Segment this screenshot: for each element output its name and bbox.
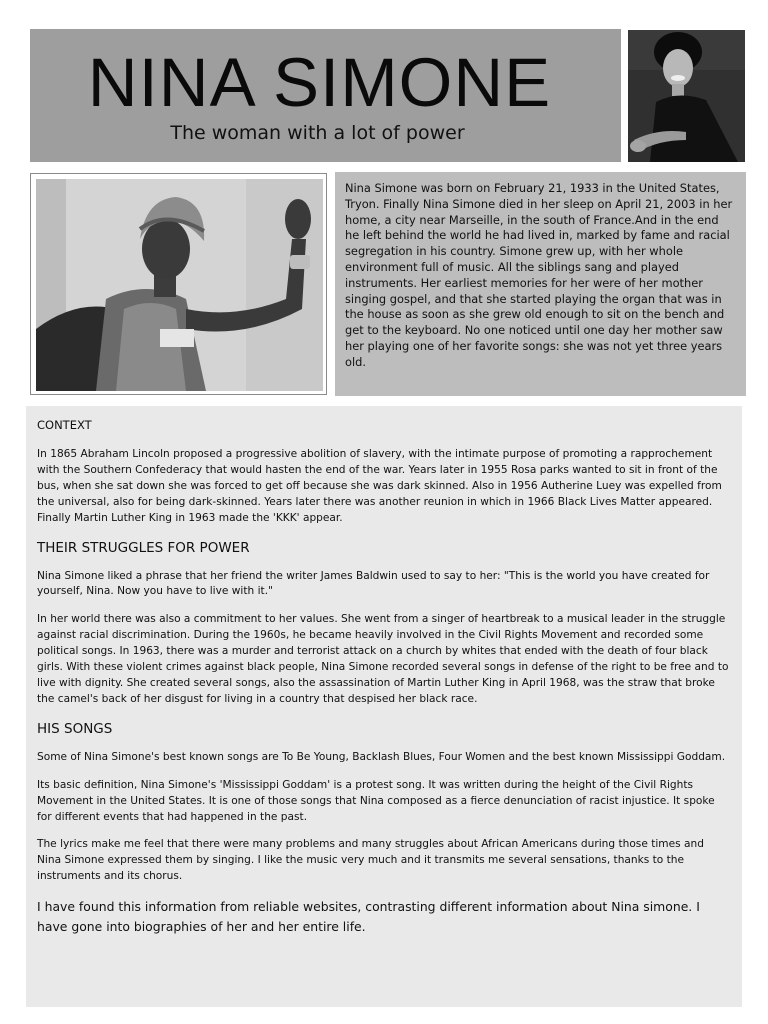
- struggles-paragraph-1: Nina Simone liked a phrase that her friend the writer James Baldwin used to say to her: "This is the world you have created for yourself, Nina. Now you have to live with it.": [37, 569, 710, 598]
- portrait-photo-drawing: [628, 30, 745, 162]
- biography-text: Nina Simone was born on February 21, 1933 in the United States, Tryon. Finally Nina Simone died in her sleep on April 21, 2003 in her home, a city near Marseille, in the south of France.And in the end he left behind the world he had lived in, marked by fame and racial segregation in his country. Simone grew up, with her whole environment full of music. All the siblings sang and played instruments. Her earliest memories for her were of her mother singing gospel, and that she started playing the organ that was in the house as soon as she grew old enough to sit on the bench and get to the keyboard. No one noticed until one day her mother saw her playing one of her favorite songs: she was not yet three years old.: [345, 181, 733, 369]
- main-photo-drawing: [36, 179, 323, 391]
- songs-heading: HIS SONGS: [37, 720, 113, 737]
- struggles-paragraph-2: In her world there was also a commitment to her values. She went from a singer of heartbreak to a musical leader in the struggle against racial discrimination. During the 1960s, he became heavily involved in the Civil Rights Movement and recorded some political songs. In 1963, there was a murder and terrorist attack on a church by whites that ended with the death of four black girls. With these violent crimes against black people, Nina Simone recorded several songs in defense of the right to be free and to live with dignity. She created several songs, also the assassination of Martin Luther King in April 1968, was the straw that broke the camel's back of her disgust for living in a country that despised her black race.: [37, 613, 729, 705]
- portrait-photo: [628, 30, 745, 162]
- struggles-heading: THEIR STRUGGLES FOR POWER: [37, 539, 250, 556]
- songs-paragraph-3: The lyrics make me feel that there were many problems and many struggles about African Americans during those times and Nina Simone expressed them by singing. I like the music very much and it transmits me several sensations, thanks to the instruments and its chorus.: [37, 838, 704, 883]
- biography-box: [335, 172, 746, 396]
- context-heading: CONTEXT: [37, 418, 92, 432]
- songs-paragraph-2: Its basic definition, Nina Simone's 'Mississippi Goddam' is a protest song. It was written during the height of the Civil Rights Movement in the United States. It is one of those songs that Nina composed as a fierce denunciation of racist injustice. It spoke for different events that had happened in the past.: [37, 778, 715, 823]
- songs-paragraph-1: Some of Nina Simone's best known songs are To Be Young, Backlash Blues, Four Women and the best known Mississippi Goddam.: [37, 750, 726, 763]
- main-photo: [36, 179, 323, 391]
- page-title: NINA SIMONE: [87, 44, 552, 121]
- context-paragraph: In 1865 Abraham Lincoln proposed a progressive abolition of slavery, with the intimate purpose of promoting a rapprochement with the Southern Confederacy that would hasten the end of the war. Years later in 1955 Rosa parks wanted to sit in front of the bus, when she sat down she was forced to get off because she was dark skinned. Also in 1956 Autherine Luey was expelled from the universal, also for being dark-skinned. Years later there was another reunion in which in 1966 Black Lives Matter appeared. Finally Martin Luther King in 1963 made the 'KKK' appear.: [37, 448, 722, 524]
- content-section: [26, 406, 742, 1007]
- closing-statement: I have found this information from reliable websites, contrasting different information about Nina simone. I have gone into biographies of her and her entire life.: [37, 899, 700, 935]
- page-subtitle: The woman with a lot of power: [170, 122, 465, 144]
- title-banner: [30, 29, 621, 162]
- main-photo-frame: [30, 173, 327, 395]
